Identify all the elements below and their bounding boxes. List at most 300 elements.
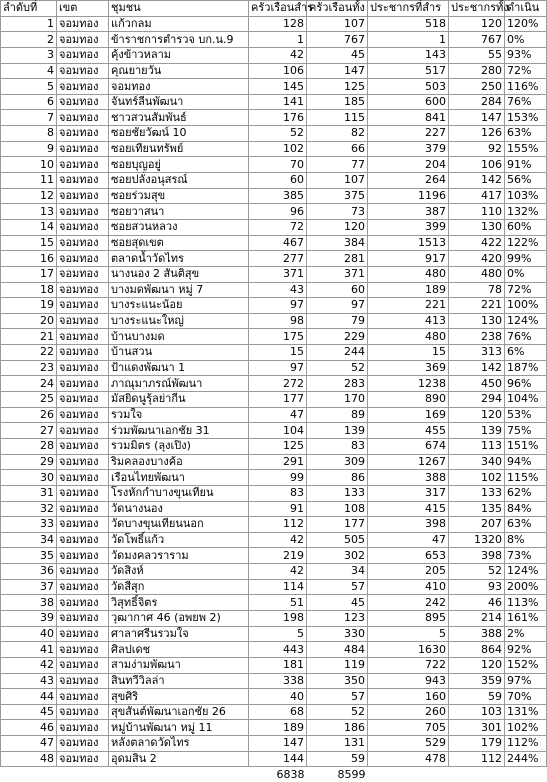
row-progress: 124% [505, 313, 547, 329]
row-progress: 131% [505, 704, 547, 720]
row-population-surveyed: 47 [368, 532, 449, 548]
row-community: วิสุทธิ์จิตร [109, 595, 249, 611]
row-population-total: 78 [449, 282, 505, 298]
row-population-surveyed: 169 [368, 407, 449, 423]
row-community: ข้าราชการตำรวจ บก.น.9 [109, 32, 249, 48]
row-population-surveyed: 890 [368, 392, 449, 408]
row-progress: 91% [505, 157, 547, 173]
row-households-total: 139 [307, 423, 368, 439]
row-population-surveyed: 1513 [368, 235, 449, 251]
table-row [1, 485, 547, 501]
row-population-surveyed: 410 [368, 579, 449, 595]
row-district: จอมทอง [57, 470, 109, 486]
row-index: 34 [1, 532, 57, 548]
table-row [1, 610, 547, 626]
row-community: คุณยายวัน [109, 63, 249, 79]
row-households-surveyed: 175 [249, 329, 307, 345]
row-population-total: 102 [449, 470, 505, 486]
row-community: อุดมสิน 2 [109, 751, 249, 767]
row-community: ริมคลองบางค้อ [109, 454, 249, 470]
row-district: จอมทอง [57, 188, 109, 204]
row-community: วัดโพธิ์แก้ว [109, 532, 249, 548]
row-population-surveyed: 478 [368, 751, 449, 767]
row-population-surveyed: 943 [368, 673, 449, 689]
table-row [1, 79, 547, 95]
row-households-total: 177 [307, 517, 368, 533]
row-population-total: 284 [449, 94, 505, 110]
row-district: จอมทอง [57, 657, 109, 673]
row-households-surveyed: 219 [249, 548, 307, 564]
row-households-total: 107 [307, 173, 368, 189]
row-households-surveyed: 96 [249, 204, 307, 220]
col-header-population-surveyed: ประชากรที่สำร [368, 1, 449, 17]
row-population-total: 420 [449, 251, 505, 267]
row-community: บางระแนะใหญ่ [109, 313, 249, 329]
row-district: จอมทอง [57, 689, 109, 705]
row-index: 41 [1, 642, 57, 658]
row-population-surveyed: 653 [368, 548, 449, 564]
row-index: 7 [1, 110, 57, 126]
row-index: 28 [1, 438, 57, 454]
total-households-surveyed: 6838 [276, 767, 305, 781]
row-district: จอมทอง [57, 751, 109, 767]
row-index: 29 [1, 454, 57, 470]
row-community: สามง่ามพัฒนา [109, 657, 249, 673]
table-row [1, 32, 547, 48]
row-households-total: 120 [307, 219, 368, 235]
row-population-total: 147 [449, 110, 505, 126]
row-community: จันทร์ลีนพัฒนา [109, 94, 249, 110]
row-index: 8 [1, 126, 57, 142]
row-index: 23 [1, 360, 57, 376]
row-progress: 124% [505, 564, 547, 580]
row-households-surveyed: 125 [249, 438, 307, 454]
row-district: จอมทอง [57, 579, 109, 595]
row-households-total: 82 [307, 126, 368, 142]
row-progress: 6% [505, 345, 547, 361]
row-households-surveyed: 70 [249, 157, 307, 173]
table-row [1, 282, 547, 298]
row-index: 45 [1, 704, 57, 720]
row-progress: 0% [505, 32, 547, 48]
row-households-total: 185 [307, 94, 368, 110]
row-progress: 2% [505, 626, 547, 642]
row-community: รวมมิตร (ลุงเปิง) [109, 438, 249, 454]
row-index: 36 [1, 564, 57, 580]
row-population-surveyed: 227 [368, 126, 449, 142]
row-index: 47 [1, 736, 57, 752]
row-progress: 96% [505, 376, 547, 392]
row-community: ภาณุมาภรณ์พัฒนา [109, 376, 249, 392]
table-row [1, 63, 547, 79]
row-population-total: 221 [449, 298, 505, 314]
row-population-surveyed: 260 [368, 704, 449, 720]
table-row [1, 376, 547, 392]
row-households-total: 45 [307, 47, 368, 63]
row-index: 43 [1, 673, 57, 689]
row-households-total: 119 [307, 657, 368, 673]
table-row [1, 720, 547, 736]
row-households-total: 79 [307, 313, 368, 329]
row-progress: 56% [505, 173, 547, 189]
row-district: จอมทอง [57, 126, 109, 142]
row-community: ซอยร่วมสุข [109, 188, 249, 204]
row-households-total: 281 [307, 251, 368, 267]
row-district: จอมทอง [57, 642, 109, 658]
row-district: จอมทอง [57, 376, 109, 392]
row-community: สุขศิริ [109, 689, 249, 705]
row-households-surveyed: 277 [249, 251, 307, 267]
row-progress: 187% [505, 360, 547, 376]
row-households-total: 77 [307, 157, 368, 173]
row-index: 31 [1, 485, 57, 501]
row-population-total: 864 [449, 642, 505, 658]
row-population-total: 113 [449, 438, 505, 454]
row-index: 6 [1, 94, 57, 110]
table-row [1, 517, 547, 533]
row-population-total: 103 [449, 704, 505, 720]
row-district: จอมทอง [57, 329, 109, 345]
row-progress: 76% [505, 329, 547, 345]
row-community: วัดบางขุนเทียนนอก [109, 517, 249, 533]
row-population-total: 120 [449, 16, 505, 32]
row-community: สินทวีวิลล่า [109, 673, 249, 689]
row-community: วัดนางนอง [109, 501, 249, 517]
row-progress: 151% [505, 438, 547, 454]
table-row [1, 219, 547, 235]
row-population-surveyed: 388 [368, 470, 449, 486]
row-district: จอมทอง [57, 548, 109, 564]
row-community: นางนอง 2 สันติสุข [109, 266, 249, 282]
row-index: 17 [1, 266, 57, 282]
row-households-surveyed: 141 [249, 94, 307, 110]
row-index: 27 [1, 423, 57, 439]
table-row [1, 564, 547, 580]
row-district: จอมทอง [57, 173, 109, 189]
row-progress: 93% [505, 47, 547, 63]
row-community: หลังตลาดวัดไทร [109, 736, 249, 752]
row-index: 22 [1, 345, 57, 361]
row-households-surveyed: 147 [249, 736, 307, 752]
table-row [1, 501, 547, 517]
row-progress: 116% [505, 79, 547, 95]
row-households-total: 107 [307, 16, 368, 32]
row-progress: 155% [505, 141, 547, 157]
row-households-total: 52 [307, 360, 368, 376]
row-households-total: 302 [307, 548, 368, 564]
row-households-total: 89 [307, 407, 368, 423]
row-district: จอมทอง [57, 63, 109, 79]
row-population-total: 422 [449, 235, 505, 251]
row-community: ซอยสวนหลวง [109, 219, 249, 235]
row-households-surveyed: 102 [249, 141, 307, 157]
row-population-total: 59 [449, 689, 505, 705]
row-households-total: 45 [307, 595, 368, 611]
row-population-surveyed: 722 [368, 657, 449, 673]
row-community: บ้านบางมด [109, 329, 249, 345]
row-community: รวมใจ [109, 407, 249, 423]
row-community: วุฒากาศ 46 (อพยพ 2) [109, 610, 249, 626]
table-row [1, 329, 547, 345]
row-households-surveyed: 145 [249, 79, 307, 95]
row-households-surveyed: 42 [249, 564, 307, 580]
row-households-surveyed: 291 [249, 454, 307, 470]
row-district: จอมทอง [57, 626, 109, 642]
row-households-surveyed: 98 [249, 313, 307, 329]
row-progress: 120% [505, 16, 547, 32]
row-households-total: 767 [307, 32, 368, 48]
row-households-total: 309 [307, 454, 368, 470]
row-population-surveyed: 1238 [368, 376, 449, 392]
row-households-total: 186 [307, 720, 368, 736]
row-index: 14 [1, 219, 57, 235]
row-population-total: 52 [449, 564, 505, 580]
row-progress: 0% [505, 266, 547, 282]
row-progress: 72% [505, 63, 547, 79]
table-row [1, 157, 547, 173]
row-community: มัสยิดนูรุ้ลย่ากีน [109, 392, 249, 408]
row-district: จอมทอง [57, 79, 109, 95]
table-row [1, 298, 547, 314]
row-households-total: 170 [307, 392, 368, 408]
col-header-households-surveyed: ครัวเรือนสำร [249, 1, 307, 17]
row-population-total: 238 [449, 329, 505, 345]
row-district: จอมทอง [57, 704, 109, 720]
row-population-surveyed: 529 [368, 736, 449, 752]
row-community: แก้วกลม [109, 16, 249, 32]
row-index: 1 [1, 16, 57, 32]
col-header-progress: ดำเนิน [505, 1, 547, 17]
row-progress: 104% [505, 392, 547, 408]
row-households-total: 59 [307, 751, 368, 767]
row-district: จอมทอง [57, 219, 109, 235]
row-progress: 75% [505, 423, 547, 439]
row-population-total: 767 [449, 32, 505, 48]
table-row [1, 673, 547, 689]
row-households-surveyed: 467 [249, 235, 307, 251]
row-population-total: 55 [449, 47, 505, 63]
table-row [1, 313, 547, 329]
row-population-total: 359 [449, 673, 505, 689]
table-row [1, 141, 547, 157]
row-population-surveyed: 1196 [368, 188, 449, 204]
row-population-surveyed: 369 [368, 360, 449, 376]
row-households-surveyed: 99 [249, 470, 307, 486]
row-households-total: 350 [307, 673, 368, 689]
table-row [1, 266, 547, 282]
table-row [1, 579, 547, 595]
row-population-total: 480 [449, 266, 505, 282]
row-households-surveyed: 144 [249, 751, 307, 767]
row-district: จอมทอง [57, 673, 109, 689]
totals-row [1, 767, 547, 782]
row-community: สุขสันต์พัฒนาเอกชัย 26 [109, 704, 249, 720]
row-households-total: 283 [307, 376, 368, 392]
row-population-total: 179 [449, 736, 505, 752]
row-community: โรงหักกำบางขุนเทียน [109, 485, 249, 501]
row-district: จอมทอง [57, 564, 109, 580]
row-progress: 84% [505, 501, 547, 517]
row-households-total: 115 [307, 110, 368, 126]
row-households-surveyed: 338 [249, 673, 307, 689]
row-index: 16 [1, 251, 57, 267]
row-community: ชาวสวนสัมพันธ์ [109, 110, 249, 126]
row-district: จอมทอง [57, 610, 109, 626]
row-community: จอมทอง [109, 79, 249, 95]
row-households-surveyed: 91 [249, 501, 307, 517]
row-population-surveyed: 415 [368, 501, 449, 517]
row-population-surveyed: 1 [368, 32, 449, 48]
row-population-total: 280 [449, 63, 505, 79]
row-households-surveyed: 15 [249, 345, 307, 361]
row-index: 26 [1, 407, 57, 423]
row-population-surveyed: 518 [368, 16, 449, 32]
row-progress: 92% [505, 642, 547, 658]
row-district: จอมทอง [57, 94, 109, 110]
row-progress: 122% [505, 235, 547, 251]
row-households-surveyed: 114 [249, 579, 307, 595]
row-progress: 200% [505, 579, 547, 595]
row-households-surveyed: 83 [249, 485, 307, 501]
row-population-surveyed: 480 [368, 266, 449, 282]
row-households-total: 384 [307, 235, 368, 251]
table-row [1, 345, 547, 361]
row-community: ซอยบุญอยู่ [109, 157, 249, 173]
row-progress: 99% [505, 251, 547, 267]
row-index: 21 [1, 329, 57, 345]
row-population-total: 93 [449, 579, 505, 595]
row-index: 24 [1, 376, 57, 392]
row-population-total: 92 [449, 141, 505, 157]
row-index: 46 [1, 720, 57, 736]
row-community: หมู่บ้านพัฒนา หมู่ 11 [109, 720, 249, 736]
row-progress: 60% [505, 219, 547, 235]
row-households-surveyed: 112 [249, 517, 307, 533]
row-households-surveyed: 52 [249, 126, 307, 142]
row-progress: 53% [505, 407, 547, 423]
row-households-surveyed: 72 [249, 219, 307, 235]
row-population-surveyed: 221 [368, 298, 449, 314]
row-households-surveyed: 43 [249, 282, 307, 298]
row-community: ซอยสุดเขต [109, 235, 249, 251]
row-community: วัดมงคลวราราม [109, 548, 249, 564]
row-progress: 62% [505, 485, 547, 501]
row-district: จอมทอง [57, 485, 109, 501]
table-row [1, 407, 547, 423]
table-row [1, 188, 547, 204]
row-progress: 153% [505, 110, 547, 126]
row-index: 2 [1, 32, 57, 48]
row-households-surveyed: 5 [249, 626, 307, 642]
table-row [1, 423, 547, 439]
row-population-surveyed: 264 [368, 173, 449, 189]
row-households-surveyed: 177 [249, 392, 307, 408]
row-progress: 244% [505, 751, 547, 767]
row-progress: 97% [505, 673, 547, 689]
row-index: 37 [1, 579, 57, 595]
row-households-surveyed: 42 [249, 532, 307, 548]
row-index: 18 [1, 282, 57, 298]
row-index: 30 [1, 470, 57, 486]
row-index: 40 [1, 626, 57, 642]
row-district: จอมทอง [57, 282, 109, 298]
row-households-total: 86 [307, 470, 368, 486]
row-population-total: 388 [449, 626, 505, 642]
row-households-total: 229 [307, 329, 368, 345]
row-community: ซอยเทียนทรัพย์ [109, 141, 249, 157]
row-households-surveyed: 272 [249, 376, 307, 392]
row-district: จอมทอง [57, 501, 109, 517]
row-district: จอมทอง [57, 141, 109, 157]
row-population-total: 130 [449, 219, 505, 235]
row-population-total: 450 [449, 376, 505, 392]
row-households-surveyed: 443 [249, 642, 307, 658]
row-population-surveyed: 517 [368, 63, 449, 79]
row-households-total: 330 [307, 626, 368, 642]
row-district: จอมทอง [57, 407, 109, 423]
row-households-surveyed: 97 [249, 360, 307, 376]
row-households-surveyed: 68 [249, 704, 307, 720]
row-population-total: 142 [449, 173, 505, 189]
table-row [1, 173, 547, 189]
table-row [1, 94, 547, 110]
row-district: จอมทอง [57, 16, 109, 32]
table-row [1, 470, 547, 486]
row-population-surveyed: 242 [368, 595, 449, 611]
row-index: 10 [1, 157, 57, 173]
row-community: ซอยปลั่งอนุสรณ์ [109, 173, 249, 189]
row-population-total: 120 [449, 657, 505, 673]
row-community: ร่วมพัฒนาเอกชัย 31 [109, 423, 249, 439]
row-district: จอมทอง [57, 345, 109, 361]
row-population-surveyed: 398 [368, 517, 449, 533]
row-district: จอมทอง [57, 720, 109, 736]
row-population-total: 214 [449, 610, 505, 626]
row-households-surveyed: 371 [249, 266, 307, 282]
row-population-total: 294 [449, 392, 505, 408]
row-households-surveyed: 106 [249, 63, 307, 79]
row-population-surveyed: 1630 [368, 642, 449, 658]
row-households-total: 375 [307, 188, 368, 204]
row-households-total: 66 [307, 141, 368, 157]
table-row [1, 16, 547, 32]
col-header-index: ลำดับที่ [1, 1, 57, 17]
row-district: จอมทอง [57, 423, 109, 439]
row-district: จอมทอง [57, 360, 109, 376]
row-progress: 70% [505, 689, 547, 705]
row-progress: 94% [505, 454, 547, 470]
row-index: 11 [1, 173, 57, 189]
total-households-total: 8599 [337, 767, 366, 781]
row-population-total: 126 [449, 126, 505, 142]
row-population-surveyed: 387 [368, 204, 449, 220]
row-community: บางระแนะน้อย [109, 298, 249, 314]
table-row [1, 360, 547, 376]
row-households-total: 133 [307, 485, 368, 501]
row-index: 35 [1, 548, 57, 564]
row-district: จอมทอง [57, 32, 109, 48]
row-community: ป้าแดงพัฒนา 1 [109, 360, 249, 376]
row-households-surveyed: 181 [249, 657, 307, 673]
row-index: 33 [1, 517, 57, 533]
row-households-surveyed: 60 [249, 173, 307, 189]
table-row [1, 110, 547, 126]
row-community: วัดสิงห์ [109, 564, 249, 580]
row-district: จอมทอง [57, 298, 109, 314]
row-households-surveyed: 42 [249, 47, 307, 63]
row-households-surveyed: 97 [249, 298, 307, 314]
row-population-total: 313 [449, 345, 505, 361]
